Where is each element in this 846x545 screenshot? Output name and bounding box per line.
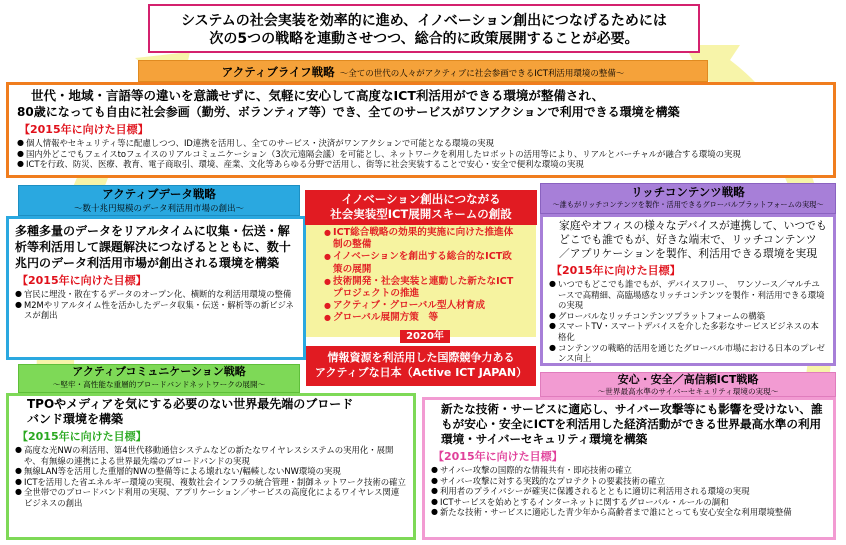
list-item: ● イノベーションを創出する総合的なICT政策の展開 bbox=[324, 251, 520, 275]
list-item: ● サイバー攻撃に対する実践的なプロテクトの要素技術の確立 bbox=[431, 476, 827, 487]
security-lead: 新たな技術・サービスに適応し、サイバー攻撃等にも影響を受けない、誰もが安心・安全にICTを利活用した経済活動ができる世界最高水準の利用環境・サイバーセキュリティ環境を構築 bbox=[441, 402, 823, 446]
year-label: 2020年 bbox=[400, 330, 450, 343]
rich-content-items bbox=[549, 279, 827, 364]
title-line-2: 次の5つの戦略を連動させつつ、総合的に政策展開することが必要。 bbox=[209, 31, 639, 47]
list-item: ● 技術開発・社会実装と連動した新たなICTプロジェクトの推進 bbox=[324, 276, 520, 300]
list-item: ● グローバルなリッチコンテンツプラットフォームの構築 bbox=[549, 311, 827, 322]
list-item: ● ICTを行政、防災、医療、教育、電子商取引、環境、産業、文化等あらゆる分野で活用し、街等に社会実装することで安心・安全で便利な環境の実現 bbox=[17, 159, 825, 170]
active-life-box bbox=[6, 82, 836, 178]
security-items bbox=[431, 465, 827, 518]
rich-content-box bbox=[540, 214, 836, 366]
center-goal-line-1: 情報資源を利活用した国際競争力ある bbox=[327, 351, 515, 364]
rich-content-lead: 家庭やオフィスの様々なデバイスが連携して、いつでもどこでも誰でもが、好きな端末で、リッチコンテンツ／アプリケーションを製作、利活用できる環境を実現 bbox=[559, 219, 827, 260]
rich-content-target-label: 【2015年に向けた目標】 bbox=[551, 264, 681, 277]
active-life-items bbox=[17, 138, 825, 170]
list-item: ● 全世帯でのブロードバンド利用の実現、アプリケーション／サービスの高度化によるワイヤレス関連ビジネスの創出 bbox=[15, 487, 407, 508]
center-heading-1: イノベーション創出につながる bbox=[341, 192, 501, 206]
active-data-target-label: 【2015年に向けた目標】 bbox=[17, 274, 147, 287]
active-life-lead-1: 世代・地域・言語等の違いを意識せずに、気軽に安心して高度なICT利活用ができる環境が整備され、 bbox=[31, 88, 605, 103]
security-target-label: 【2015年に向けた目標】 bbox=[433, 450, 563, 463]
list-item: ● 官民に埋没・散在するデータのオープン化、横断的な利活用環境の整備 bbox=[15, 289, 297, 300]
active-life-header bbox=[138, 60, 708, 82]
year-arrow bbox=[400, 330, 450, 344]
list-item: ● アクティブ・グローバル型人材育成 bbox=[324, 300, 520, 312]
active-comm-subheading: ～堅牢・高性能な重層的ブロードバンドネットワークの展開～ bbox=[52, 380, 266, 389]
center-goal-box bbox=[306, 346, 536, 386]
active-comm-header bbox=[18, 364, 300, 393]
active-life-subheading: ～全ての世代の人々がアクティブに社会参画できるICT利活用環境の整備～ bbox=[339, 69, 625, 79]
active-comm-items bbox=[15, 445, 407, 509]
active-life-heading: アクティブライフ戦略 bbox=[221, 65, 335, 79]
security-subheading: ～世界最高水準のサイバーセキュリティ環境の実現～ bbox=[597, 387, 779, 396]
center-scheme-header bbox=[305, 190, 537, 225]
list-item: ● いつでもどこでも誰でもが、デバイスフリー、 ワンソース／マルチユースで高精細、高臨場感なリッチコンテンツを製作・利活用できる環境の実現 bbox=[549, 279, 827, 311]
center-goal-line-2: アクティブな日本（Active ICT JAPAN） bbox=[314, 366, 528, 379]
active-data-box bbox=[6, 216, 306, 360]
center-heading-2: 社会実装型ICT展開スキームの創設 bbox=[330, 207, 512, 221]
list-item: ● ICT総合戦略の効果的実施に向けた推進体制の整備 bbox=[324, 227, 520, 251]
list-item: ● ICTサービスを始めとするインターネットに関するグローバル・ルールの調和 bbox=[431, 497, 827, 508]
list-item: ● グローバル展開方策 等 bbox=[324, 312, 520, 324]
list-item: ● 無線LAN等を活用した重層的NWの整備等による壊れない/輻輳しないNW環境の実現 bbox=[15, 466, 407, 477]
active-life-target-label: 【2015年に向けた目標】 bbox=[19, 123, 149, 136]
active-life-lead-2: 80歳になっても自由に社会参画（勤労、ボランティア等）でき、全てのサービスがワンアクションで利用できる環境を構築 bbox=[17, 105, 680, 119]
list-item: ● ICTを活用した省エネルギー環境の実現、複数社会インフラの統合管理・制御ネットワーク技術の確立 bbox=[15, 477, 407, 488]
security-header bbox=[540, 372, 836, 397]
active-comm-target-label: 【2015年に向けた目標】 bbox=[17, 430, 147, 443]
center-items bbox=[324, 227, 520, 325]
active-data-lead: 多種多量のデータをリアルタイムに収集・伝送・解析等利活用して課題解決につなげるとともに、数十兆円のデータ利活用市場が創出される環境を構築 bbox=[15, 224, 291, 270]
rich-content-header bbox=[540, 183, 836, 214]
center-pentagon bbox=[306, 225, 536, 337]
list-item: ● 利用者のプライバシーが確実に保護されるとともに適切に利活用される環境の実現 bbox=[431, 486, 827, 497]
title-box bbox=[148, 4, 700, 53]
active-data-items bbox=[15, 289, 297, 321]
list-item: ● サイバー攻撃の国際的な情報共有・即応技術の確立 bbox=[431, 465, 827, 476]
security-box bbox=[422, 397, 836, 540]
rich-content-heading: リッチコンテンツ戦略 bbox=[631, 185, 745, 199]
list-item: ● スマートTV・スマートデバイスを介した多彩なサービスビジネスの本格化 bbox=[549, 321, 827, 342]
active-data-heading: アクティブデータ戦略 bbox=[102, 187, 216, 201]
list-item: ● 新たな技術・サービスに適応した青少年から高齢者まで誰にとっても安心安全な利用環境整備 bbox=[431, 507, 827, 518]
rich-content-subheading: ～誰もがリッチコンテンツを製作・活用できるグローバルプラットフォームの実現～ bbox=[552, 200, 824, 209]
security-heading: 安心・安全／高信頼ICT戦略 bbox=[617, 373, 759, 386]
list-item: ● 国内外どこでもフェイスtoフェイスのリアルコミュニケーション（3次元遠隔会議）を可能とし、ネットワークを利用したロボットの活用等により、リアルとバーチャルが融合する環境の実現 bbox=[17, 149, 825, 160]
active-data-header bbox=[18, 185, 300, 216]
list-item: ● M2Mやリアルタイム性を活かしたデータ収集・伝送・解析等の新ビジネスが創出 bbox=[15, 300, 297, 321]
active-comm-lead: TPOやメディアを気にする必要のない世界最先端のブロードバンド環境を構築 bbox=[27, 397, 354, 426]
active-comm-heading: アクティブコミュニケーション戦略 bbox=[72, 365, 246, 378]
list-item: ● 高度な光NWの利活用、第4世代移動通信システムなどの新たなワイヤレスシステムの実用化・展開や、有無線の連携による世界最先端のブロードバンドの実現 bbox=[15, 445, 407, 466]
list-item: ● 個人情報やセキュリティ等に配慮しつつ、ID連携を活用し、全てのサービス・決済がワンアクションで可能となる環境の実現 bbox=[17, 138, 825, 149]
active-data-subheading: ～数十兆円規模のデータ利活用市場の創出～ bbox=[73, 204, 244, 214]
title-line-1: システムの社会実装を効率的に進め、イノベーション創出につなげるためには bbox=[181, 13, 667, 29]
list-item: ● コンテンツの戦略的活用を通じたグローバル市場における日本のプレゼンス向上 bbox=[549, 343, 827, 364]
active-comm-box bbox=[6, 393, 416, 540]
